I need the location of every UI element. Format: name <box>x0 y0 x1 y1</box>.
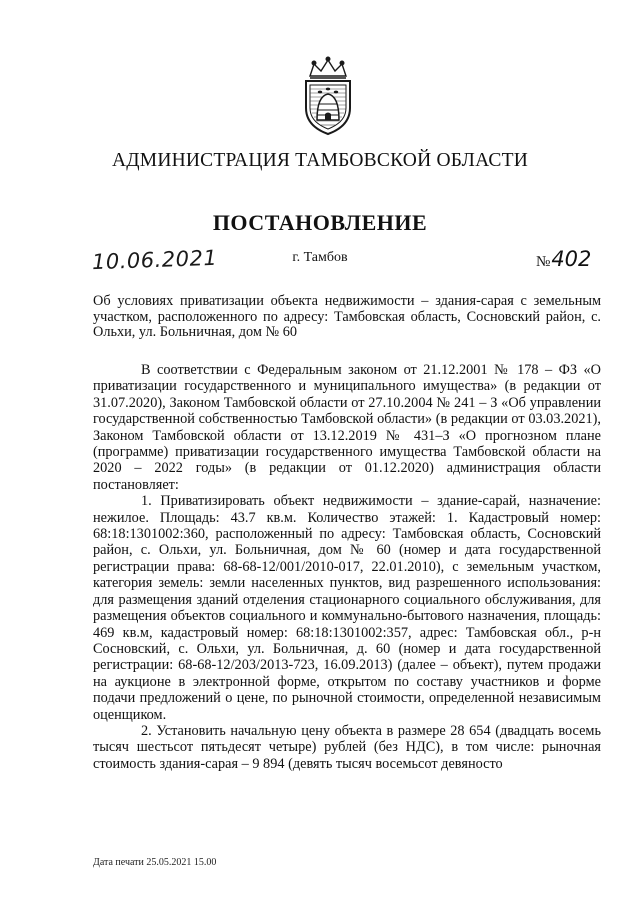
document-number <box>536 247 591 271</box>
clause-paragraph-1: 1. Приватизировать объект недвижимости – здание-сарай, назначение: нежилое. Площадь: 43.7 кв.м. Количество этажей: 1. Кадастровый номер: 68:18:1301002:360, расположенный по адресу: Тамбовская область, Сосновский район, с. Ольхи, ул. Больничная, дом № 60 (номер и дата государственной регистрации права: 68-68-12/001/2010-017, 22.01.2010), с земельным участком, категория земель: земли населенных пунктов, вид разрешенного использования: для размещения зданий отделения стационарного социального обслуживания, для размещения объектов социального и коммунально-бытового назначения, площадь: 469 кв.м, кадастровый номер: 68:18:1301002:357, адрес: Тамбовская обл., р-н Сосновский, с. Ольхи, ул. Больничная, д. 60 (номер и дата государственной регистрации: 68-68-12/203/2013-723, 16.09.2013) (далее – объект), путем продажи на аукционе в электронной форме, открытом по составу участников и форме подачи предложений о цене, по рыночной стоимости, определенной независимым оценщиком. <box>93 493 601 723</box>
preamble-paragraph: В соответствии с Федеральным законом от 21.12.2001 № 178 – ФЗ «О приватизации государственного и муниципального имущества» (в редакции от 31.07.2020), Законом Тамбовской области от 27.10.2004 № 241 – З «Об управлении государственной собственностью Тамбовской области» (в редакции от 03.03.2021), Законом Тамбовской области от 13.12.2019 № 431–З «О прогнозном плане (программе) приватизации государственного имущества Тамбовской области на 2020 – 2022 годы» (в редакции от 01.12.2020) администрация области постановляет: <box>93 362 601 493</box>
handwritten-number: 402 <box>551 247 592 271</box>
number-sign: № <box>536 254 551 270</box>
clause-paragraph-2: 2. Установить начальную цену объекта в размере 28 654 (двадцать восемь тысяч шестьсот пятьдесят четыре) рублей (без НДС), в том числе: рыночная стоимость здания-сарая – 9 894 (девять тысяч восемьсот девяносто <box>93 722 601 772</box>
subject-heading: Об условиях приватизации объекта недвижимости – здания-сарая с земельным участком, расположенного по адресу: Тамбовская область, Сосновский район, с. Ольхи, ул. Больничная, дом № 60 <box>93 293 601 340</box>
document-type-title: ПОСТАНОВЛЕНИЕ <box>212 210 428 235</box>
city-label: г. Тамбов <box>292 250 348 265</box>
organization-title: АДМИНИСТРАЦИЯ ТАМБОВСКОЙ ОБЛАСТИ <box>112 150 528 171</box>
print-date-footer: Дата печати 25.05.2021 15.00 <box>93 857 217 868</box>
coat-of-arms-emblem <box>296 56 360 136</box>
document-body <box>93 362 601 772</box>
handwritten-date: 10.06.2021 <box>91 245 218 275</box>
